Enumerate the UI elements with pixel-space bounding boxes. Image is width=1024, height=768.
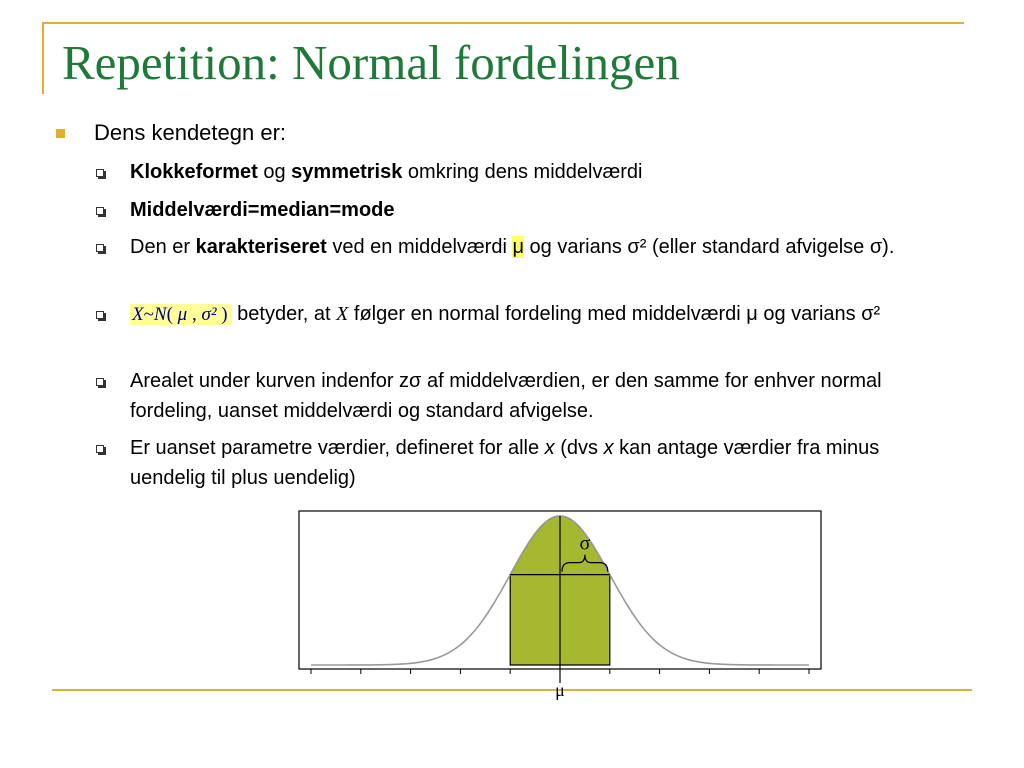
sub-bullet-text <box>130 195 950 225</box>
text-run: omkring dens middelværdi <box>402 161 643 183</box>
formula-part: ~ <box>143 304 154 325</box>
text-run: kan antage værdier fra minus uendelig til plus uendelig) <box>130 437 880 489</box>
bold-term: Middelværdi=median=mode <box>130 199 395 221</box>
formula-part: , <box>187 304 202 325</box>
bold-term: symmetrisk <box>291 161 403 183</box>
chart-svg <box>298 510 822 710</box>
text-run: betyder, at <box>231 303 337 325</box>
formula-part: N <box>153 304 167 325</box>
variable-x: X <box>336 303 349 325</box>
text-run: Den er <box>130 236 196 258</box>
formula-part: ) <box>216 304 228 325</box>
text-run: ved en middelværdi <box>326 236 513 258</box>
hollow-square-bullet-icon <box>96 311 104 319</box>
formula-part: σ² <box>201 304 217 325</box>
sub-bullet-text <box>130 232 950 262</box>
text-run: (dvs <box>554 437 604 459</box>
decor-left-line <box>42 22 44 94</box>
text-run: Er uanset parametre værdier, defineret for alle <box>130 437 545 459</box>
highlighted-mu: μ <box>512 236 524 258</box>
hollow-square-bullet-icon <box>96 244 104 252</box>
variable-x: x <box>603 437 614 459</box>
formula-part: ( <box>166 304 178 325</box>
bold-term: Klokkeformet <box>130 161 258 183</box>
hollow-square-bullet-icon <box>96 207 104 215</box>
bold-term: karakteriseret <box>195 236 327 258</box>
text-run: og <box>257 161 292 183</box>
formula-part: X <box>132 304 144 325</box>
hollow-square-bullet-icon <box>96 445 104 453</box>
sub-bullet-text <box>130 433 950 493</box>
normal-distribution-chart <box>298 510 822 710</box>
decor-top-line <box>42 22 964 24</box>
main-bullet-text: Dens kendetegn er: <box>94 120 287 145</box>
sub-bullet-text <box>130 157 950 187</box>
hollow-square-bullet-icon <box>96 169 104 177</box>
text-run: følger en normal fordeling med middelværdi μ og varians σ² <box>348 303 881 325</box>
text-run: og varians σ² (eller standard afvigelse σ). <box>524 236 895 258</box>
square-bullet-icon <box>56 129 65 138</box>
sub-bullet-text <box>130 299 950 330</box>
hollow-square-bullet-icon <box>96 378 104 386</box>
sub-bullet-text: Arealet under kurven indenfor zσ af middelværdien, er den samme for enhver normal fordeling, uanset middelværdi og standard afvigelse. <box>130 370 882 422</box>
slide-title: Repetition: Normal fordelingen <box>62 35 680 90</box>
formula-x-normal <box>130 304 232 325</box>
sd-label: σ <box>579 532 591 555</box>
variable-x: x <box>544 437 555 459</box>
formula-part: μ <box>177 304 188 325</box>
mean-label: μ <box>555 680 565 700</box>
